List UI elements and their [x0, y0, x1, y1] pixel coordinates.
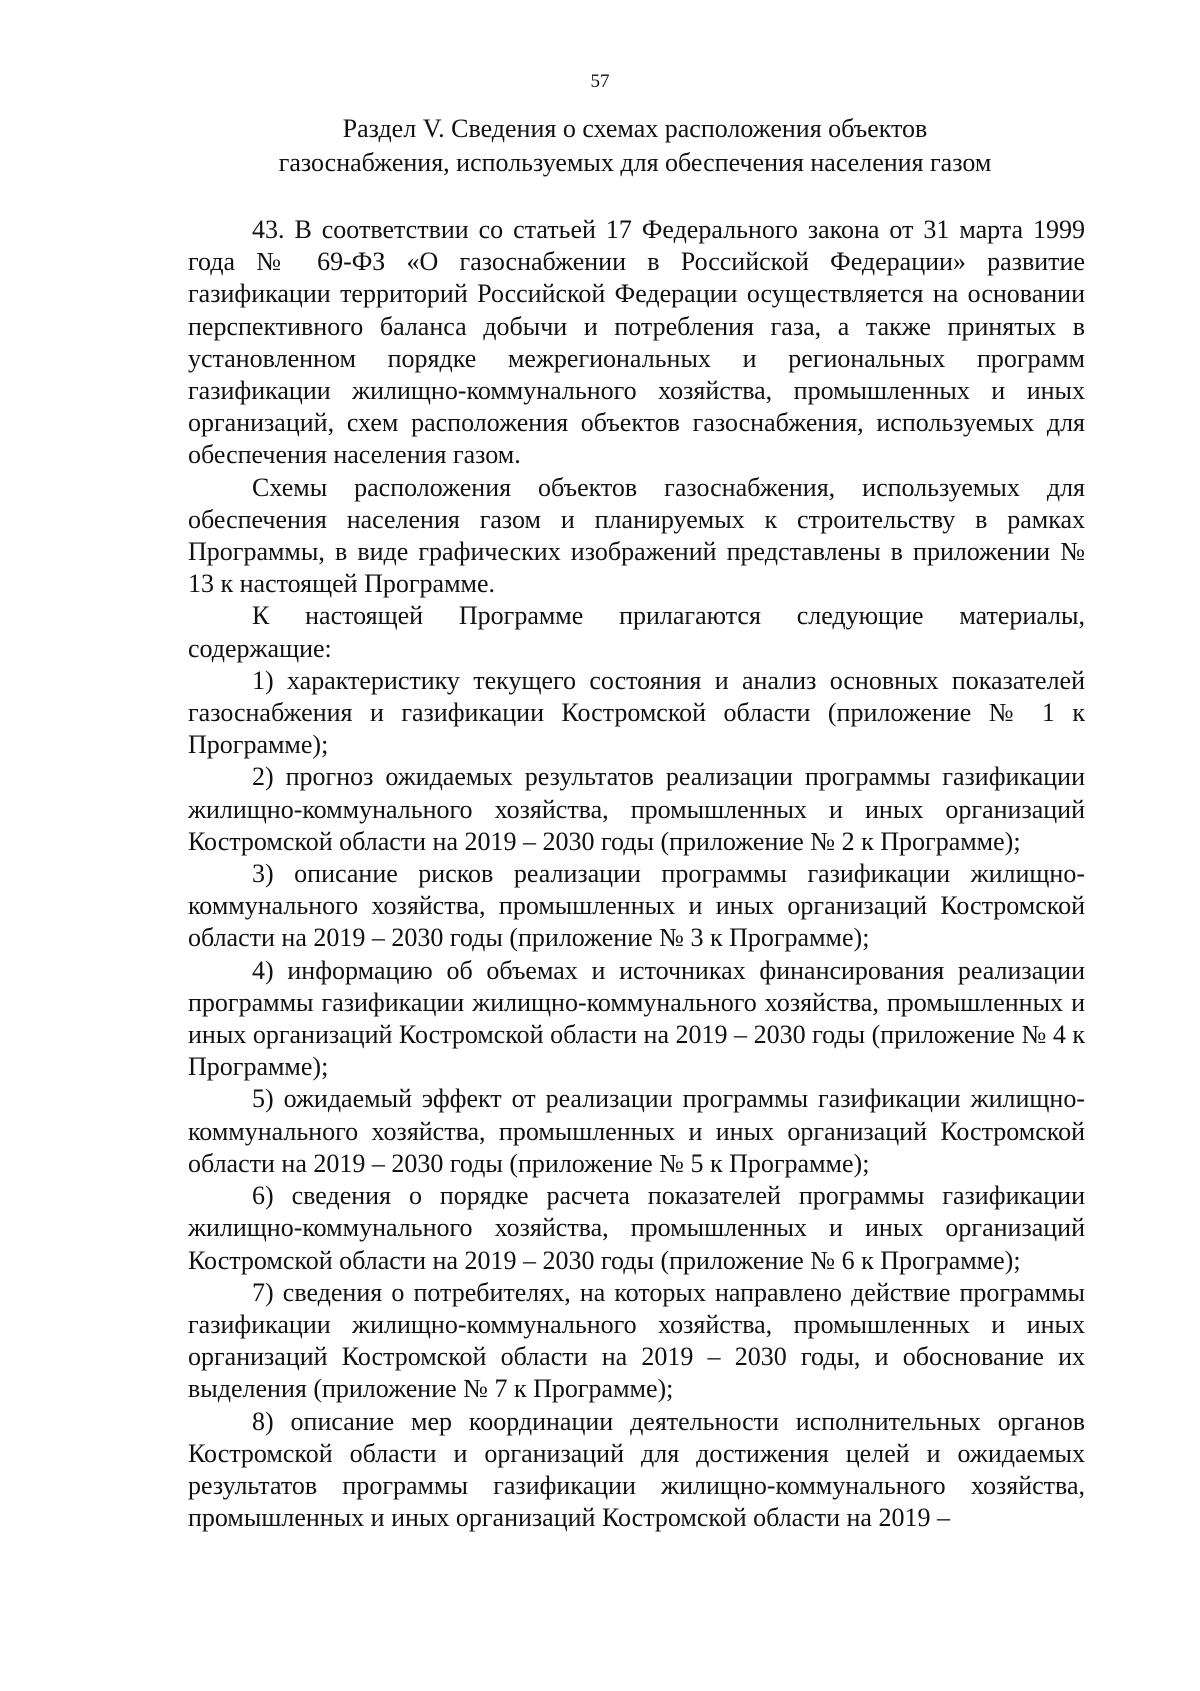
- section-heading-line-2: газоснабжения, используемых для обеспечения населения газом: [278, 148, 992, 177]
- paragraph-attachments-intro: К настоящей Программе прилагаются следующие материалы, содержащие:: [188, 601, 1085, 663]
- paragraph-schemes: Схемы расположения объектов газоснабжения, используемых для обеспечения населения газом и планируемых к строительству в рамках Программы, в виде графических изображений представлены в приложении № 13 к настоящей Программе.: [188, 472, 1085, 599]
- list-item-3: 3) описание рисков реализации программы газификации жилищно-коммунального хозяйства, промышленных и иных организаций Костромской области на 2019 – 2030 годы (приложение № 3 к Программе);: [188, 859, 1085, 953]
- list-item-8: 8) описание мер координации деятельности исполнительных органов Костромской области и организаций для достижения целей и ожидаемых результатов программы газификации жилищно-коммунального хозяйства, промышленных и иных организаций Костромской области на 2019 –: [188, 1406, 1085, 1533]
- section-heading: [190, 112, 1080, 180]
- paragraph-article-43: 43. В соответствии со статьей 17 Федерального закона от 31 марта 1999 года № 69-ФЗ «О газоснабжении в Российской Федерации» развитие газификации территорий Российской Федерации осуществляется на основании перспективного баланса добычи и потребления газа, а также принятых в установленном порядке межрегиональных и региональных программ газификации жилищно-коммунального хозяйства, промышленных и иных организаций, схем расположения объектов газоснабжения, используемых для обеспечения населения газом.: [188, 215, 1085, 470]
- page-number: 57: [590, 71, 610, 92]
- list-item-1: 1) характеристику текущего состояния и анализ основных показателей газоснабжения и газификации Костромской области (приложение № 1 к Программе);: [188, 665, 1085, 760]
- section-heading-line-1: Раздел V. Сведения о схемах расположения объектов: [342, 114, 928, 143]
- list-item-7: 7) сведения о потребителях, на которых направлено действие программы газификации жилищно-коммунального хозяйства, промышленных и иных организаций Костромской области на 2019 – 2030 годы, и обоснование их выделения (приложение № 7 к Программе);: [188, 1277, 1085, 1404]
- list-item-6: 6) сведения о порядке расчета показателей программы газификации жилищно-коммунального хозяйства, промышленных и иных организаций Костромской области на 2019 – 2030 годы (приложение № 6 к Программе);: [188, 1181, 1085, 1275]
- list-item-2: 2) прогноз ожидаемых результатов реализации программы газификации жилищно-коммунального хозяйства, промышленных и иных организаций Костромской области на 2019 – 2030 годы (приложение № 2 к Программе);: [188, 762, 1085, 856]
- body-text: [188, 214, 1085, 1534]
- list-item-4: 4) информацию об объемах и источниках финансирования реализации программы газификации жилищно-коммунального хозяйства, промышленных и иных организаций Костромской области на 2019 – 2030 годы (приложение № 4 к Программе);: [188, 955, 1085, 1082]
- list-item-5: 5) ожидаемый эффект от реализации программы газификации жилищно-коммунального хозяйства, промышленных и иных организаций Костромской области на 2019 – 2030 годы (приложение № 5 к Программе);: [188, 1084, 1085, 1178]
